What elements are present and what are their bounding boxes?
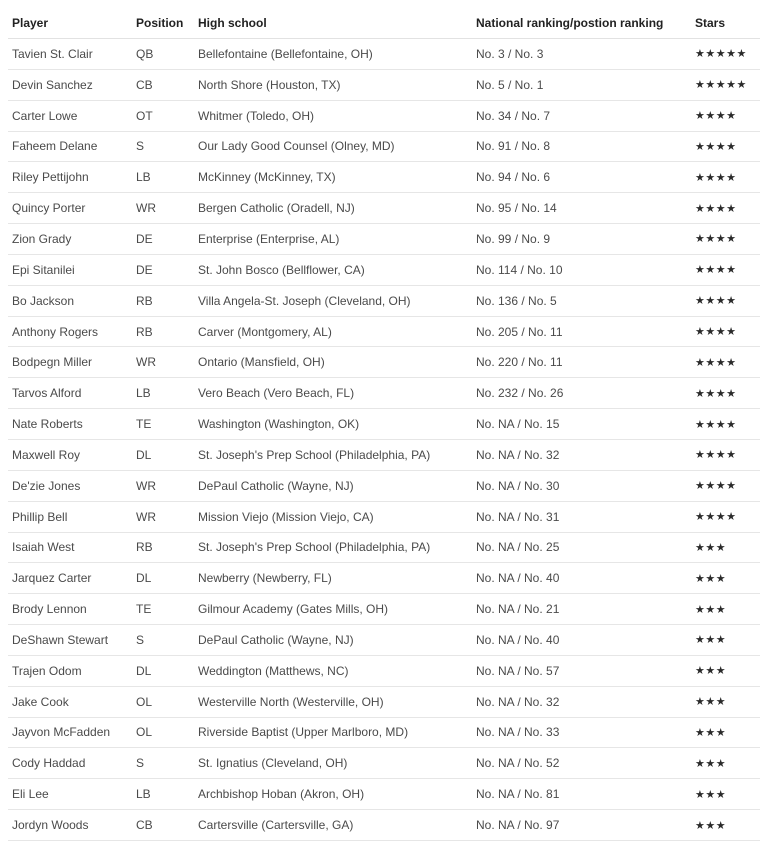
player-stars: ★★★ (691, 779, 760, 810)
player-ranking: No. NA / No. 30 (472, 470, 691, 501)
player-stars: ★★★ (691, 594, 760, 625)
table-row (8, 347, 760, 378)
player-ranking: No. NA / No. 32 (472, 439, 691, 470)
table-row (8, 748, 760, 779)
player-position: DL (132, 563, 194, 594)
table-row (8, 131, 760, 162)
player-high-school: Ontario (Mansfield, OH) (194, 347, 472, 378)
player-name: Nate Roberts (8, 409, 132, 440)
player-position: DL (132, 439, 194, 470)
table-row (8, 39, 760, 70)
player-name: Jake Cook (8, 686, 132, 717)
player-ranking: No. 136 / No. 5 (472, 285, 691, 316)
table-row (8, 69, 760, 100)
player-high-school: Westerville North (Westerville, OH) (194, 686, 472, 717)
table-row (8, 563, 760, 594)
player-high-school: McKinney (McKinney, TX) (194, 162, 472, 193)
player-high-school: St. John Bosco (Bellflower, CA) (194, 254, 472, 285)
player-position: LB (132, 378, 194, 409)
player-high-school: Bellefontaine (Bellefontaine, OH) (194, 39, 472, 70)
player-position: WR (132, 501, 194, 532)
player-stars: ★★★★ (691, 100, 760, 131)
header-player: Player (8, 8, 132, 39)
player-ranking: No. NA / No. 21 (472, 594, 691, 625)
player-name: Bodpegn Miller (8, 347, 132, 378)
player-high-school: Mission Viejo (Mission Viejo, CA) (194, 501, 472, 532)
table-row (8, 254, 760, 285)
player-stars: ★★★ (691, 810, 760, 841)
table-row (8, 378, 760, 409)
player-name: Cody Haddad (8, 748, 132, 779)
player-position: S (132, 625, 194, 656)
player-ranking: No. NA / No. 40 (472, 625, 691, 656)
player-position: QB (132, 39, 194, 70)
player-ranking: No. 95 / No. 14 (472, 193, 691, 224)
player-position: TE (132, 409, 194, 440)
player-position: LB (132, 779, 194, 810)
player-ranking: No. 94 / No. 6 (472, 162, 691, 193)
player-position: WR (132, 470, 194, 501)
player-stars: ★★★★ (691, 470, 760, 501)
player-position: DE (132, 224, 194, 255)
player-ranking: No. NA / No. 33 (472, 717, 691, 748)
player-stars: ★★★★ (691, 316, 760, 347)
player-ranking: No. 220 / No. 11 (472, 347, 691, 378)
table-row (8, 224, 760, 255)
header-position: Position (132, 8, 194, 39)
header-row (8, 8, 760, 39)
player-name: Quincy Porter (8, 193, 132, 224)
player-stars: ★★★★ (691, 285, 760, 316)
player-name: Bo Jackson (8, 285, 132, 316)
table-row (8, 717, 760, 748)
player-stars: ★★★★ (691, 254, 760, 285)
header-high-school: High school (194, 8, 472, 39)
player-ranking: No. NA / No. 40 (472, 563, 691, 594)
player-ranking: No. 99 / No. 9 (472, 224, 691, 255)
player-ranking: No. 114 / No. 10 (472, 254, 691, 285)
player-name: Trajen Odom (8, 655, 132, 686)
table-row (8, 409, 760, 440)
player-stars: ★★★ (691, 563, 760, 594)
player-high-school: Archbishop Hoban (Akron, OH) (194, 779, 472, 810)
table-row (8, 686, 760, 717)
player-ranking: No. NA / No. 15 (472, 409, 691, 440)
player-high-school: Bergen Catholic (Oradell, NJ) (194, 193, 472, 224)
table-row (8, 470, 760, 501)
player-stars: ★★★★ (691, 347, 760, 378)
player-high-school: Whitmer (Toledo, OH) (194, 100, 472, 131)
table-body (8, 39, 760, 841)
player-position: RB (132, 316, 194, 347)
table-row (8, 285, 760, 316)
player-position: TE (132, 594, 194, 625)
table-row (8, 594, 760, 625)
player-ranking: No. NA / No. 25 (472, 532, 691, 563)
player-high-school: Cartersville (Cartersville, GA) (194, 810, 472, 841)
player-stars: ★★★★ (691, 193, 760, 224)
header-ranking: National ranking/postion ranking (472, 8, 691, 39)
player-position: CB (132, 69, 194, 100)
player-ranking: No. NA / No. 52 (472, 748, 691, 779)
player-position: RB (132, 532, 194, 563)
player-name: Phillip Bell (8, 501, 132, 532)
player-ranking: No. NA / No. 97 (472, 810, 691, 841)
player-high-school: Vero Beach (Vero Beach, FL) (194, 378, 472, 409)
player-name: Jarquez Carter (8, 563, 132, 594)
player-name: Maxwell Roy (8, 439, 132, 470)
player-stars: ★★★★ (691, 131, 760, 162)
player-name: Riley Pettijohn (8, 162, 132, 193)
recruits-table (8, 8, 760, 841)
player-high-school: Enterprise (Enterprise, AL) (194, 224, 472, 255)
table-header (8, 8, 760, 39)
player-stars: ★★★ (691, 686, 760, 717)
player-high-school: Our Lady Good Counsel (Olney, MD) (194, 131, 472, 162)
player-ranking: No. 205 / No. 11 (472, 316, 691, 347)
player-stars: ★★★ (691, 532, 760, 563)
player-position: RB (132, 285, 194, 316)
player-stars: ★★★★ (691, 224, 760, 255)
player-high-school: Washington (Washington, OK) (194, 409, 472, 440)
player-high-school: Gilmour Academy (Gates Mills, OH) (194, 594, 472, 625)
table-row (8, 162, 760, 193)
player-stars: ★★★ (691, 655, 760, 686)
player-high-school: North Shore (Houston, TX) (194, 69, 472, 100)
player-ranking: No. 3 / No. 3 (472, 39, 691, 70)
player-stars: ★★★ (691, 717, 760, 748)
recruits-table-container (8, 8, 760, 841)
player-position: S (132, 748, 194, 779)
player-stars: ★★★★ (691, 501, 760, 532)
player-stars: ★★★★ (691, 162, 760, 193)
player-high-school: Newberry (Newberry, FL) (194, 563, 472, 594)
table-row (8, 501, 760, 532)
table-row (8, 625, 760, 656)
player-position: CB (132, 810, 194, 841)
player-high-school: DePaul Catholic (Wayne, NJ) (194, 470, 472, 501)
player-stars: ★★★★★ (691, 69, 760, 100)
player-position: OL (132, 717, 194, 748)
player-name: Epi Sitanilei (8, 254, 132, 285)
player-name: Devin Sanchez (8, 69, 132, 100)
player-ranking: No. 5 / No. 1 (472, 69, 691, 100)
player-ranking: No. 91 / No. 8 (472, 131, 691, 162)
player-position: WR (132, 347, 194, 378)
player-name: Anthony Rogers (8, 316, 132, 347)
player-name: Faheem Delane (8, 131, 132, 162)
player-high-school: St. Joseph's Prep School (Philadelphia, PA) (194, 439, 472, 470)
player-name: De'zie Jones (8, 470, 132, 501)
player-stars: ★★★ (691, 748, 760, 779)
player-high-school: St. Ignatius (Cleveland, OH) (194, 748, 472, 779)
player-high-school: St. Joseph's Prep School (Philadelphia, PA) (194, 532, 472, 563)
player-stars: ★★★ (691, 625, 760, 656)
player-name: Tarvos Alford (8, 378, 132, 409)
player-ranking: No. 232 / No. 26 (472, 378, 691, 409)
table-row (8, 316, 760, 347)
player-stars: ★★★★ (691, 439, 760, 470)
player-name: Isaiah West (8, 532, 132, 563)
player-position: OT (132, 100, 194, 131)
table-row (8, 810, 760, 841)
table-row (8, 532, 760, 563)
player-ranking: No. NA / No. 31 (472, 501, 691, 532)
player-position: S (132, 131, 194, 162)
player-name: Jordyn Woods (8, 810, 132, 841)
player-name: Carter Lowe (8, 100, 132, 131)
player-name: DeShawn Stewart (8, 625, 132, 656)
player-name: Brody Lennon (8, 594, 132, 625)
player-high-school: Weddington (Matthews, NC) (194, 655, 472, 686)
table-row (8, 655, 760, 686)
player-name: Tavien St. Clair (8, 39, 132, 70)
player-high-school: Riverside Baptist (Upper Marlboro, MD) (194, 717, 472, 748)
player-stars: ★★★★ (691, 378, 760, 409)
player-high-school: DePaul Catholic (Wayne, NJ) (194, 625, 472, 656)
player-stars: ★★★★ (691, 409, 760, 440)
player-name: Eli Lee (8, 779, 132, 810)
table-row (8, 193, 760, 224)
player-position: WR (132, 193, 194, 224)
player-position: OL (132, 686, 194, 717)
player-high-school: Villa Angela-St. Joseph (Cleveland, OH) (194, 285, 472, 316)
table-row (8, 439, 760, 470)
player-position: LB (132, 162, 194, 193)
player-name: Jayvon McFadden (8, 717, 132, 748)
player-name: Zion Grady (8, 224, 132, 255)
player-ranking: No. 34 / No. 7 (472, 100, 691, 131)
table-row (8, 100, 760, 131)
player-position: DL (132, 655, 194, 686)
player-ranking: No. NA / No. 57 (472, 655, 691, 686)
player-ranking: No. NA / No. 81 (472, 779, 691, 810)
table-row (8, 779, 760, 810)
player-stars: ★★★★★ (691, 39, 760, 70)
player-high-school: Carver (Montgomery, AL) (194, 316, 472, 347)
player-position: DE (132, 254, 194, 285)
player-ranking: No. NA / No. 32 (472, 686, 691, 717)
header-stars: Stars (691, 8, 760, 39)
